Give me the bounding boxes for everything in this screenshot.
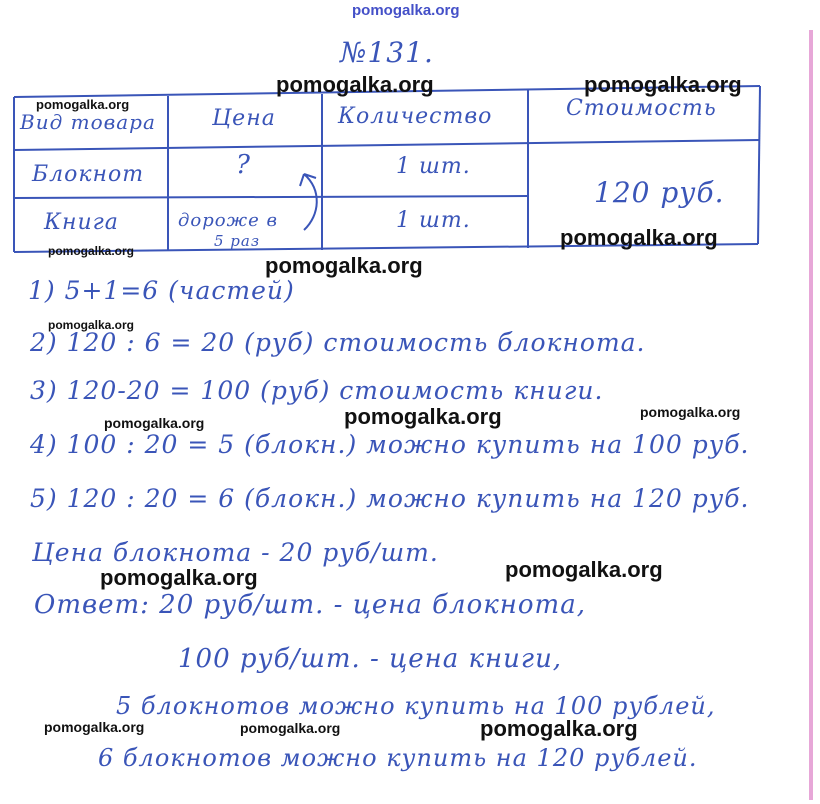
row1-item: Блокнот [32,162,145,187]
solution-line-6: Цена блокнота - 20 руб/шт. [32,538,439,567]
arrow-icon [300,174,317,230]
solution-line-1: 1) 5+1=6 (частей) [28,276,295,305]
solution-line-5: 5) 120 : 20 = 6 (блокн.) можно купить на 120 руб. [30,484,750,513]
row2-item: Книга [44,210,119,235]
watermark: pomogalka.org [36,97,130,112]
cost-value: 120 руб. [594,176,725,209]
answer-line-1: Ответ: 20 руб/шт. - цена блокнота, [34,590,586,620]
row2-quantity: 1 шт. [396,208,471,233]
table-border-right [758,86,760,244]
answer-line-4: 6 блокнотов можно купить на 120 рублей. [98,744,698,772]
answer-line-3: 5 блокнотов можно купить на 100 рублей, [116,692,716,720]
watermark: pomogalka.org [104,415,205,431]
watermark: pomogalka.org [48,244,135,258]
solution-line-4: 4) 100 : 20 = 5 (блокн.) можно купить на 100 руб. [30,430,750,459]
watermark: pomogalka.org [640,404,741,420]
row1-quantity: 1 шт. [396,154,471,179]
row2-price-line1: дороже в [178,210,278,231]
header-item-type: Вид товара [20,110,156,134]
watermark: pomogalka.org [265,253,423,278]
header-price: Цена [212,106,276,131]
header-cost: Стоимость [566,96,717,121]
watermark: pomogalka.org [100,565,258,590]
watermark-top: pomogalka.org [352,2,460,19]
watermark: pomogalka.org [584,72,742,97]
answer-line-2: 100 руб/шт. - цена книги, [178,644,563,674]
row2-price-line2: 5 раз [214,232,261,250]
watermark: pomogalka.org [240,720,341,736]
row1-price: ? [236,150,251,180]
table-header-divider [14,140,760,150]
problem-number: №131. [340,36,434,69]
watermark: pomogalka.org [276,72,434,97]
watermark: pomogalka.org [560,225,718,250]
solution-line-3: 3) 120-20 = 100 (руб) стоимость книги. [30,376,604,405]
watermark: pomogalka.org [44,719,145,735]
solution-line-2: 2) 120 : 6 = 20 (руб) стоимость блокнота. [30,328,646,357]
table-row-divider [14,196,528,198]
watermark: pomogalka.org [48,318,135,332]
header-quantity: Количество [338,104,493,129]
watermark: pomogalka.org [480,716,638,741]
watermark: pomogalka.org [505,557,663,582]
watermark: pomogalka.org [344,404,502,429]
